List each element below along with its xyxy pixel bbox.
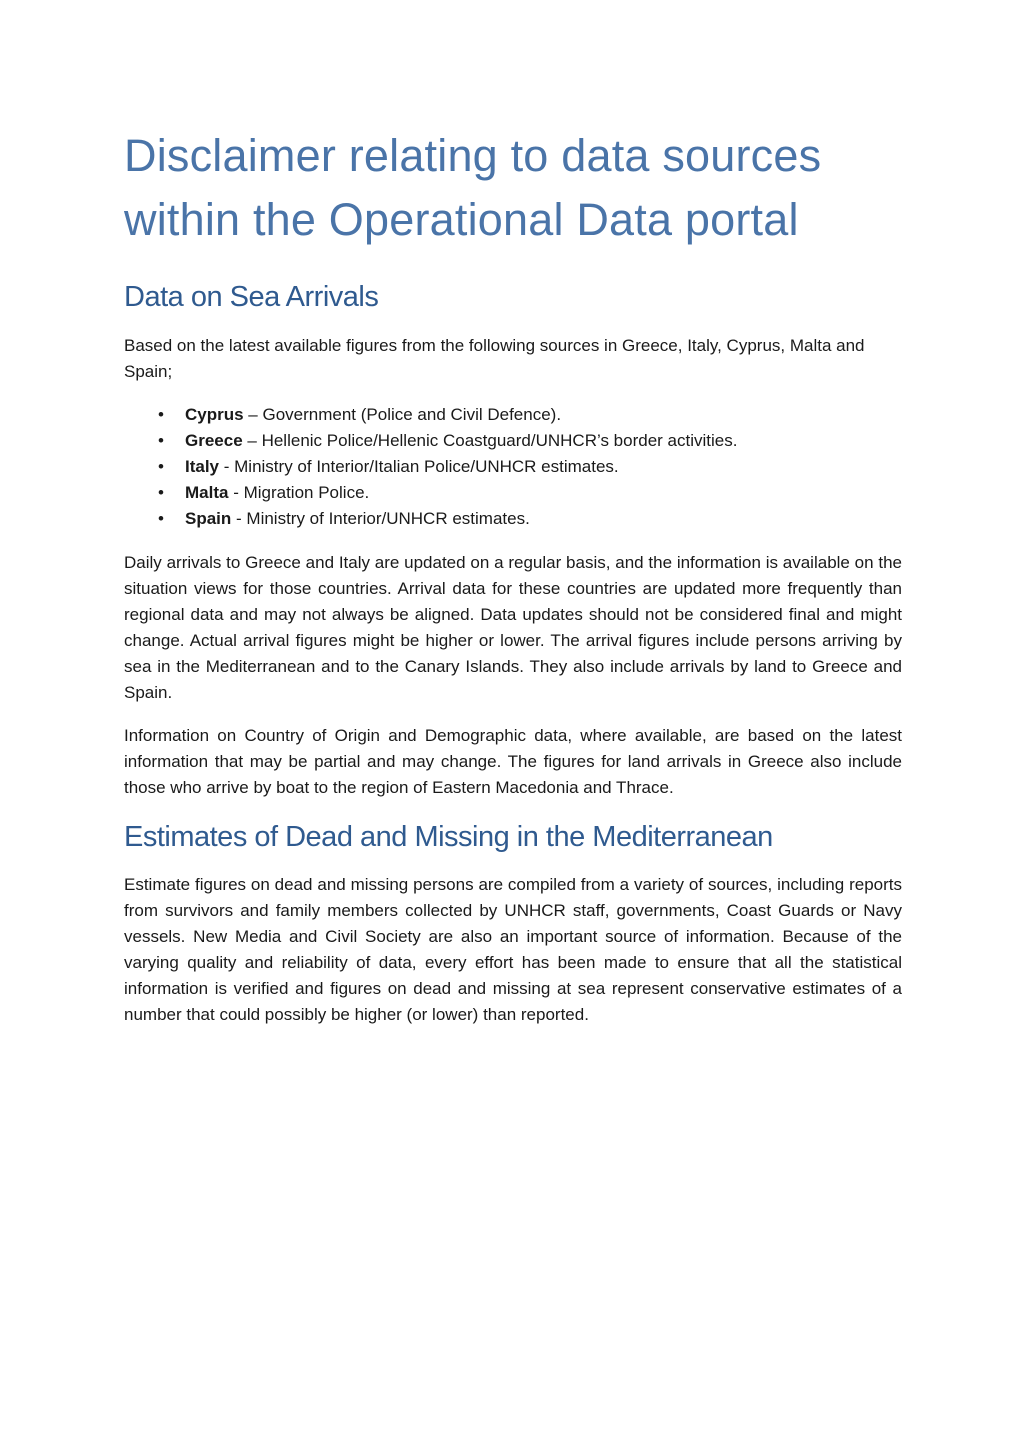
bullet-icon: • [158, 457, 164, 476]
source-separator: - [231, 509, 247, 528]
section-heading-dead-missing: Estimates of Dead and Missing in the Mediterranean [124, 821, 773, 853]
bullet-icon: • [158, 405, 164, 424]
section-heading-sea-arrivals: Data on Sea Arrivals [124, 281, 379, 313]
source-separator: - [219, 457, 235, 476]
list-item [158, 429, 745, 452]
source-text: Ministry of Interior/UNHCR estimates. [246, 509, 530, 528]
dead-missing-paragraph: Estimate figures on dead and missing persons are compiled from a variety of sources, including reports from survivors and family members collected by UNHCR staff, governments, Coast Guards or Navy vessels. New Media and Civil Society are also an important source of information. Because of the varying quality and reliability of data, every effort has been made to ensure that all the statistical information is verified and figures on dead and missing at sea represent conservative estimates of a number that could possibly be higher (or lower) than reported. [124, 875, 902, 1024]
source-country: Spain [185, 509, 232, 528]
daily-arrivals-paragraph: Daily arrivals to Greece and Italy are updated on a regular basis, and the information is available on the situation views for those countries. Arrival data for these countries are updated more frequently than regional data and may not always be aligned. Data updates should not be considered final and might change. Actual arrival figures might be higher or lower. The arrival figures include persons arriving by sea in the Mediterranean and to the Canary Islands. They also include arrivals by land to Greece and Spain. [124, 553, 902, 702]
bullet-icon: • [158, 509, 164, 528]
source-text: Hellenic Police/Hellenic Coastguard/UNHCR’s border activities. [261, 431, 738, 450]
document-page [124, 124, 902, 1028]
sources-list [124, 403, 745, 530]
source-text: Government (Police and Civil Defence). [262, 405, 562, 424]
source-country: Greece [185, 431, 243, 450]
bullet-icon: • [158, 483, 164, 502]
source-separator: - [228, 483, 244, 502]
source-country: Malta [185, 483, 229, 502]
list-item [158, 481, 745, 504]
source-separator: – [242, 431, 262, 450]
source-text: Migration Police. [243, 483, 370, 502]
source-country: Italy [185, 457, 220, 476]
bullet-icon: • [158, 431, 164, 450]
page-title: Disclaimer relating to data sources within the Operational Data portal [124, 130, 822, 245]
source-separator: – [243, 405, 263, 424]
list-item [158, 507, 745, 530]
source-country: Cyprus [185, 405, 244, 424]
source-text: Ministry of Interior/Italian Police/UNHCR estimates. [234, 457, 619, 476]
intro-paragraph: Based on the latest available figures from the following sources in Greece, Italy, Cyprus, Malta and Spain; [124, 336, 865, 381]
list-item [158, 403, 745, 426]
list-item [158, 455, 745, 478]
country-of-origin-paragraph: Information on Country of Origin and Demographic data, where available, are based on the latest information that may be partial and may change. The figures for land arrivals in Greece also include those who arrive by boat to the region of Eastern Macedonia and Thrace. [124, 726, 902, 797]
